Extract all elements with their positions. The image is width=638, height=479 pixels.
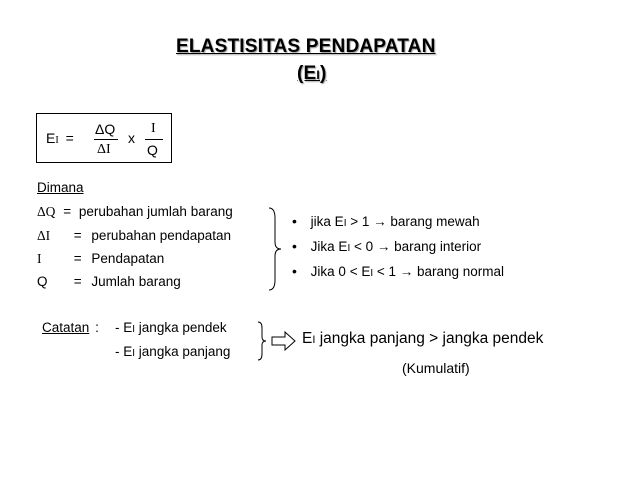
condition-item: • Jika EI < 0 → barang interior (292, 238, 482, 254)
note-brace (256, 321, 268, 361)
times-sign: x (128, 130, 135, 146)
note-item: - EI jangka pendek (115, 320, 227, 335)
note-item: - EI jangka panjang (115, 344, 231, 359)
definition-item: Q = Jumlah barang (37, 274, 181, 289)
fraction-1-denominator: ΔI (97, 142, 111, 157)
page-subtitle: (EI) (297, 63, 327, 84)
condition-item: • jika EI > 1 → barang mewah (292, 213, 480, 229)
fraction-2-numerator: I (151, 121, 156, 136)
definition-item: I = Pendapatan (37, 251, 165, 266)
definition-item: ΔI = perubahan pendapatan (37, 228, 232, 243)
condition-item: • Jika 0 < EI < 1 → barang normal (292, 263, 505, 279)
definitions-heading: Dimana (37, 180, 84, 195)
note-result: EI jangka panjang > jangka pendek (302, 330, 544, 347)
definition-item: ΔQ = perubahan jumlah barang (37, 204, 233, 219)
note-label: Catatan : (42, 320, 99, 335)
note-result-annotation: (Kumulatif) (402, 360, 470, 376)
fraction-2-denominator: Q (147, 142, 158, 158)
page-title: ELASTISITAS PENDAPATAN (176, 36, 436, 57)
fraction-1-line (94, 139, 118, 140)
implies-arrow-icon (271, 331, 297, 351)
definitions-brace (266, 206, 284, 292)
fraction-2-line (145, 139, 163, 140)
formula-box (36, 113, 172, 163)
formula-lhs: EI = (46, 130, 74, 146)
fraction-1-numerator: ΔQ (95, 121, 116, 137)
